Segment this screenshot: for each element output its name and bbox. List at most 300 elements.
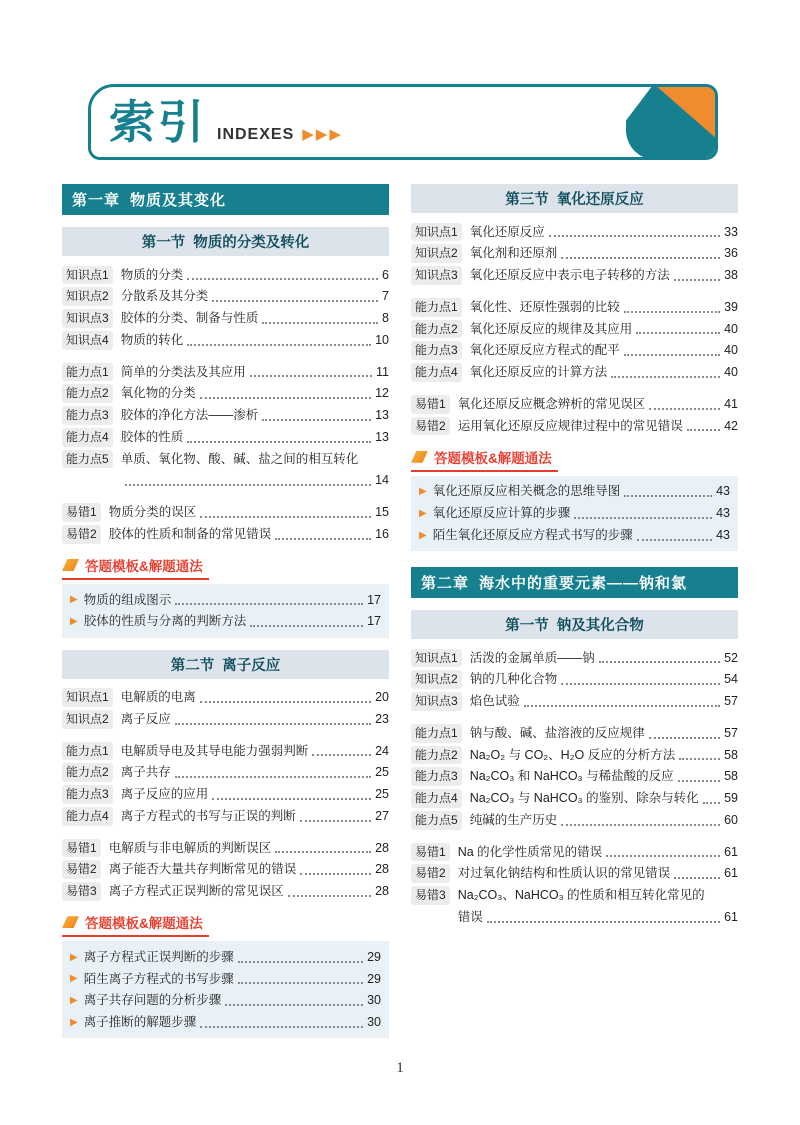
index-entry [411,906,738,928]
entry-page: 60 [724,812,738,827]
index-entry [411,841,738,863]
arrow-bullet-icon: ▶ [419,486,427,497]
section-header [62,227,389,256]
entry-title: 胶体的净化方法——渗析 [120,408,259,422]
template-item-title: 离子推断的解题步骤 [83,1015,197,1029]
template-item-title: 离子方程式正误判断的步骤 [83,949,234,964]
entry-page: 42 [724,418,738,433]
dot-leader [200,701,371,703]
index-entry [411,885,738,907]
index-entry [411,221,738,243]
entry-label: 知识点2 [411,244,462,263]
entry-label: 易错3 [62,882,101,901]
template-title: 答题模板&解题通法 [85,916,203,932]
index-entry [411,265,738,287]
section-title: 离子反应 [222,657,281,674]
dot-leader [288,895,371,897]
dot-leader [187,278,378,280]
template-items [62,584,389,638]
entry-page: 10 [375,332,389,347]
entry-page: 36 [724,246,738,261]
entry-label: 能力点2 [62,763,113,782]
entry-page: 28 [375,862,389,877]
dot-leader [574,517,712,519]
index-entry [411,647,738,669]
highlighter-icon [411,451,428,463]
index-entry [411,722,738,744]
template-title: 答题模板&解题通法 [85,559,203,574]
index-entry [62,264,389,286]
entry-label: 知识点1 [411,223,462,242]
index-entry [62,837,389,859]
answer-template-header [62,912,209,937]
right-column [411,184,738,1050]
index-entry [62,308,389,330]
section-header [411,610,738,639]
entry-label: 能力点3 [411,767,462,786]
index-entry [62,859,389,881]
entry-label: 能力点1 [411,724,462,743]
template-title: 答题模板&解题通法 [434,450,552,466]
dot-leader [561,683,720,685]
template-item-page: 29 [367,949,381,964]
arrow-bullet-icon: ▶ [70,973,78,985]
entry-group [62,361,389,492]
entry-page: 15 [375,505,389,519]
entry-group [62,264,389,351]
index-entry [411,340,738,362]
entry-page: 58 [724,769,738,784]
chapter-number: 第二章 [421,575,470,592]
entry-page: 25 [375,787,389,801]
chapter-title: 海水中的重要元素——钠和氯 [479,575,688,592]
dot-leader [200,397,371,399]
dot-leader [487,921,720,923]
entry-label: 知识点1 [62,688,113,707]
entry-page: 24 [375,743,389,758]
dot-leader [703,802,720,804]
dot-leader [300,873,371,875]
entry-page: 20 [375,690,389,704]
entry-group [411,722,738,831]
index-entry [411,415,738,437]
entry-label: 易错2 [62,860,101,879]
entry-label: 能力点1 [411,298,462,317]
entry-title: 离子方程式的书写与正误的判断 [120,808,296,823]
index-entry [411,863,738,885]
index-entry [411,393,738,415]
entry-page: 12 [375,386,389,401]
template-item-page: 30 [367,1015,381,1029]
entry-title: 离子能否大量共存判断常见的错误 [108,862,297,877]
template-item-title: 陌生离子方程式的书写步骤 [83,971,234,986]
index-entry [411,788,738,810]
entry-label: 易错2 [411,417,450,436]
entry-title: 运用氧化还原反应规律过程中的常见错误 [457,418,683,433]
index-entry [62,470,389,492]
answer-template-block [62,555,389,638]
entry-title: 氧化还原反应概念辨析的常见误区 [457,396,646,411]
dot-leader [649,408,720,410]
index-entry [62,329,389,351]
entry-title: 电解质导电及其导电能力强弱判断 [120,743,309,758]
template-item-page: 17 [367,614,381,629]
entry-label: 易错3 [411,886,450,905]
entry-label: 易错1 [62,503,101,522]
template-item-page: 43 [716,484,730,499]
entry-title: 物质的分类 [120,267,184,282]
entry-page: 28 [375,840,389,855]
dot-leader [611,376,720,378]
entry-group [411,296,738,383]
chapter-header [411,567,738,598]
entry-title: 简单的分类法及其应用 [120,364,246,379]
section-number: 第一节 [141,235,186,251]
answer-template-block [62,912,389,1038]
dot-leader [561,257,720,259]
section-number: 第二节 [170,657,215,674]
entry-group [411,841,738,928]
triple-arrow-icon: ▶▶▶ [302,126,343,143]
dot-leader [275,538,371,540]
page-header [88,84,718,160]
index-entry [62,805,389,827]
entry-page: 54 [724,672,738,687]
dot-leader [300,820,371,822]
entry-page: 27 [375,808,389,823]
entry-label: 能力点4 [411,789,462,808]
dot-leader [606,855,720,857]
entry-page: 25 [375,765,389,780]
template-item [70,589,381,611]
chapter-header [62,184,389,215]
entry-page: 52 [724,650,738,665]
entry-label: 能力点3 [62,785,113,804]
entry-page: 59 [724,791,738,805]
template-item-page: 43 [716,527,730,542]
dot-leader [674,279,720,281]
entry-label: 能力点5 [62,450,113,469]
template-item-title: 氧化还原反应计算的步骤 [432,506,571,520]
chapter-number: 第一章 [72,192,121,209]
entry-page: 61 [724,909,738,924]
entry-title: 电解质与非电解质的判断误区 [108,840,272,855]
index-entry [62,784,389,806]
dot-leader [212,798,371,800]
dot-leader [125,484,371,486]
template-item-title: 氧化还原反应相关概念的思维导图 [432,484,621,499]
entry-title: 氧化物的分类 [120,386,196,401]
template-item-title: 胶体的性质与分离的判断方法 [83,614,247,629]
entry-page: 61 [724,844,738,859]
entry-title: 氧化剂和还原剂 [469,246,558,261]
entry-page: 13 [375,429,389,444]
section-number: 第一节 [505,618,549,634]
index-entry [62,448,389,470]
template-item-page: 30 [367,993,381,1008]
dot-leader [187,441,371,443]
index-entry [62,361,389,383]
entry-title: 离子共存 [120,765,171,780]
index-entry [411,318,738,340]
index-entry [411,362,738,384]
dot-leader [212,300,378,302]
entry-page: 28 [375,884,389,898]
section-number: 第三节 [505,192,549,208]
dot-leader [678,780,720,782]
template-item-title: 陌生氧化还原反应方程式书写的步骤 [432,527,633,542]
entry-group [411,647,738,712]
entry-page: 8 [382,311,389,325]
index-columns [62,184,738,1050]
index-entry [62,502,389,524]
entry-label: 能力点1 [62,363,113,382]
answer-template-block [411,447,738,551]
entry-title: 离子反应 [120,711,171,726]
arrow-bullet-icon: ▶ [419,529,427,541]
highlighter-icon [62,559,79,571]
entry-label: 知识点3 [411,692,462,711]
entry-page: 16 [375,526,389,541]
index-entry [411,809,738,831]
arrow-bullet-icon: ▶ [70,1016,78,1028]
template-item [70,1012,381,1034]
entry-title: Na₂CO₃ 和 NaHCO₃ 与稀盐酸的反应 [469,769,674,784]
index-entry [62,762,389,784]
entry-label: 易错2 [62,525,101,544]
entry-label: 易错2 [411,864,450,883]
entry-title: 分散系及其分类 [120,289,209,304]
index-entry [62,405,389,427]
index-entry [62,881,389,903]
index-entry [62,687,389,709]
index-entry [62,426,389,448]
entry-title: Na₂CO₃ 与 NaHCO₃ 的鉴别、除杂与转化 [469,791,699,805]
section-title: 钠及其化合物 [556,618,644,634]
entry-title: 电解质的电离 [120,690,196,704]
index-entry [62,286,389,308]
entry-title: 钠的几种化合物 [469,672,558,687]
entry-group [62,740,389,827]
arrow-bullet-icon: ▶ [419,507,427,519]
section-header [62,650,389,679]
section-title: 物质的分类及转化 [193,235,310,251]
template-item-page: 17 [367,592,381,607]
dot-leader [250,625,363,627]
entry-label: 知识点3 [411,266,462,285]
entry-label: 能力点1 [62,742,113,761]
dot-leader [636,332,720,334]
dot-leader [312,754,371,756]
entry-title: 胶体的性质 [120,429,184,444]
dot-leader [674,877,720,879]
chapter-title: 物质及其变化 [130,192,227,209]
entry-group [411,393,738,437]
dot-leader [187,344,371,346]
entry-page: 14 [375,473,389,488]
page-title: 索引 [109,96,207,148]
entry-label: 知识点2 [62,287,113,306]
entry-page: 40 [724,343,738,358]
entry-label: 能力点3 [411,341,462,360]
entry-page: 41 [724,396,738,411]
entry-page: 58 [724,747,738,762]
dot-leader [599,661,720,663]
entry-title: 活泼的金属单质——钠 [469,650,595,665]
dot-leader [649,737,720,739]
arrow-bullet-icon: ▶ [70,951,78,963]
entry-title: 离子反应的应用 [120,787,209,801]
entry-label: 易错1 [62,839,101,858]
entry-page: 57 [724,725,738,740]
dot-leader [262,322,378,324]
entry-title: Na₂CO₃、NaHCO₃ 的性质和相互转化常见的 [457,888,705,902]
index-entry [411,296,738,318]
dot-leader [200,516,371,518]
entry-title: 胶体的分类、制备与性质 [120,311,259,325]
entry-title: 钠与酸、碱、盐溶液的反应规律 [469,725,645,740]
entry-group [62,502,389,546]
dot-leader [250,375,372,377]
index-entry [411,744,738,766]
entry-label: 知识点2 [411,670,462,689]
entry-label: 能力点3 [62,406,113,425]
entry-title: 离子方程式正误判断的常见误区 [108,884,284,898]
entry-label: 能力点4 [62,428,113,447]
section-title: 氧化还原反应 [556,192,644,208]
dot-leader [262,419,371,421]
highlighter-icon [62,916,79,928]
entry-title: Na₂O₂ 与 CO₂、H₂O 反应的分析方法 [469,747,676,762]
entry-title: 胶体的性质和制备的常见错误 [108,526,272,541]
dot-leader [624,311,720,313]
entry-label: 知识点4 [62,331,113,350]
dot-leader [549,235,720,237]
entry-page: 39 [724,299,738,314]
entry-label: 易错1 [411,395,450,414]
section-header [411,184,738,213]
index-entry [62,708,389,730]
entry-page: 40 [724,321,738,336]
dot-leader [238,961,363,963]
entry-title: 错误 [457,909,483,924]
entry-page: 11 [376,364,389,379]
entry-label: 能力点4 [62,807,113,826]
entry-page: 13 [375,408,389,422]
entry-title: 氧化还原反应方程式的配平 [469,343,620,358]
entry-title: 氧化还原反应中表示电子转移的方法 [469,268,670,282]
index-entry [62,383,389,405]
entry-title: 纯碱的生产历史 [469,812,558,827]
entry-title: 对过氧化钠结构和性质认识的常见错误 [457,866,671,881]
header-corner-decoration [626,84,718,160]
entry-label: 知识点1 [62,266,113,285]
index-entry [62,740,389,762]
template-item-title: 离子共存问题的分析步骤 [83,993,222,1008]
entry-title: 氧化还原反应 [469,224,545,239]
entry-title: 物质分类的误区 [108,505,197,519]
dot-leader [175,603,363,605]
template-item [70,946,381,968]
dot-leader [200,1026,363,1028]
entry-title: 焰色试验 [469,694,520,708]
dot-leader [624,495,712,497]
page-subtitle: INDEXES [217,126,295,143]
dot-leader [637,539,712,541]
arrow-bullet-icon: ▶ [70,616,78,627]
template-item [70,611,381,633]
entry-title: 物质的转化 [120,332,184,347]
entry-label: 知识点1 [411,649,462,668]
entry-group [62,837,389,902]
dot-leader [624,354,720,356]
entry-page: 38 [724,268,738,282]
template-items [62,941,389,1038]
entry-group [411,221,738,286]
template-item [70,990,381,1012]
arrow-bullet-icon: ▶ [70,995,78,1006]
template-item [419,524,730,546]
dot-leader [561,824,720,826]
entry-label: 能力点2 [62,384,113,403]
template-items [411,476,738,551]
entry-page: 6 [382,267,389,282]
dot-leader [225,1004,363,1006]
index-entry [411,766,738,788]
entry-page: 33 [724,224,738,239]
dot-leader [275,851,371,853]
template-item [419,503,730,525]
entry-page: 61 [724,866,738,881]
dot-leader [687,429,720,431]
dot-leader [238,982,363,984]
entry-page: 7 [382,289,389,304]
entry-label: 能力点4 [411,363,462,382]
answer-template-header [62,555,209,580]
entry-label: 能力点2 [411,320,462,339]
entry-title: 氧化还原反应的计算方法 [469,365,608,379]
dot-leader [175,723,371,725]
index-entry [62,523,389,545]
index-entry [411,669,738,691]
entry-group [62,687,389,731]
template-item [419,481,730,503]
dot-leader [679,758,720,760]
template-item-title: 物质的组成图示 [83,592,172,607]
entry-label: 能力点5 [411,811,462,830]
entry-title: 氧化还原反应的规律及其应用 [469,321,633,336]
entry-page: 23 [375,711,389,726]
left-column [62,184,389,1050]
index-entry [411,243,738,265]
entry-label: 易错1 [411,843,450,862]
entry-label: 知识点3 [62,309,113,328]
template-item-page: 43 [716,506,730,520]
entry-page: 40 [724,365,738,379]
page-number: 1 [396,1060,404,1076]
answer-template-header [411,447,558,472]
entry-title: Na 的化学性质常见的错误 [457,844,603,859]
template-item [70,968,381,990]
entry-title: 单质、氧化物、酸、碱、盐之间的相互转化 [120,451,359,466]
index-entry [411,691,738,713]
template-item-page: 29 [367,971,381,986]
dot-leader [175,776,371,778]
entry-title: 氧化性、还原性强弱的比较 [469,299,620,314]
entry-label: 知识点2 [62,710,113,729]
dot-leader [524,705,720,707]
arrow-bullet-icon: ▶ [70,594,78,606]
